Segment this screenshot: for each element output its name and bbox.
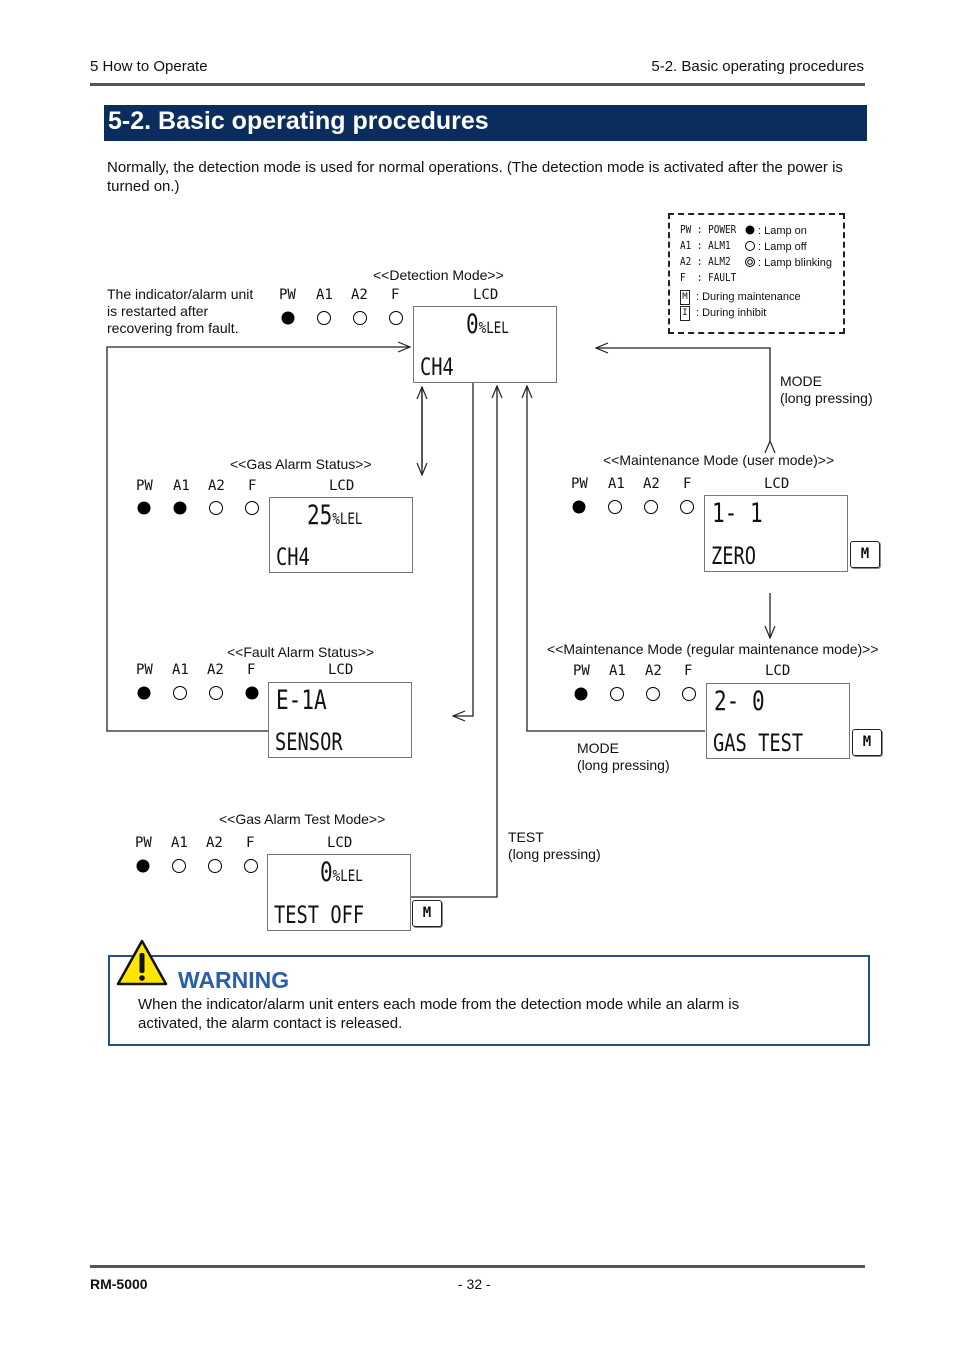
footer-model: RM-5000: [90, 1276, 148, 1292]
a2-lamp-icon: [647, 688, 660, 701]
legend-row-f: F : FAULT: [680, 271, 737, 284]
gas-alarm-lcd-label: LCD: [329, 478, 355, 494]
lcd-gas-name: CH4: [420, 353, 454, 381]
lamp-legend: [668, 213, 845, 334]
fault-alarm-lcd: [268, 682, 412, 758]
maint-user-title: <<Maintenance Mode (user mode)>>: [603, 452, 835, 468]
warning-box: [108, 955, 870, 1046]
warning-title: WARNING: [178, 967, 290, 993]
a1-lamp-icon: [174, 687, 187, 700]
a1-lamp-icon: [609, 501, 622, 514]
maintenance-indicator-icon: M: [852, 729, 882, 756]
legend-row-a1: A1 : ALM1: [680, 239, 731, 252]
fault-lamp-icon: [390, 312, 403, 325]
a2-lamp-icon: [210, 687, 223, 700]
legend-row-a2: A2 : ALM2: [680, 255, 731, 268]
gas-test-title: <<Gas Alarm Test Mode>>: [219, 811, 386, 827]
intro-paragraph: Normally, the detection mode is used for normal operations. (The detection mode is activated after the power is turned on.): [107, 159, 843, 195]
legend-state-on: : Lamp on: [758, 225, 807, 237]
section-title: 5-2. Basic operating procedures: [108, 107, 489, 135]
running-header-right: 5-2. Basic operating procedures: [651, 58, 864, 75]
lcd-menu-name: GAS TEST: [713, 729, 804, 757]
maint-user-lcd-label: LCD: [764, 476, 790, 492]
lcd-fault-name: SENSOR: [275, 728, 343, 756]
lcd-value: 25: [307, 500, 333, 531]
legend-lamp-symbols: [744, 224, 758, 270]
fault-lamp-icon: [683, 688, 696, 701]
mode-long-press-note-2: MODE (long pressing): [577, 740, 670, 773]
gas-alarm-lcd: [269, 497, 413, 573]
maint-regular-lcd-label: LCD: [765, 663, 791, 679]
lcd-menu-name: ZERO: [711, 542, 757, 570]
a1-lamp-icon: [173, 860, 186, 873]
legend-inhibit: : During inhibit: [696, 307, 767, 319]
maint-regular-lcd: [706, 683, 850, 759]
fault-alarm-lcd-label: LCD: [328, 662, 354, 678]
a2-lamp-icon: [209, 860, 222, 873]
lcd-unit: %LEL: [332, 509, 363, 528]
lcd-gas-name: CH4: [276, 543, 310, 571]
lamp-on-icon: [746, 226, 755, 235]
fault-lamp-icon: [681, 501, 694, 514]
gas-test-lcd-label: LCD: [327, 835, 353, 851]
fault-alarm-lamps: [136, 685, 260, 701]
lcd-value: E-1A: [276, 685, 327, 716]
lamp-off-icon: [746, 242, 755, 251]
legend-state-blink: : Lamp blinking: [758, 257, 832, 269]
pw-lamp-icon: [282, 312, 295, 325]
lcd-value: 0: [320, 857, 333, 888]
gas-alarm-title: <<Gas Alarm Status>>: [230, 456, 372, 472]
a1-lamp-icon: [318, 312, 331, 325]
warning-text: When the indicator/alarm unit enters each mode from the detection mode while an alarm is activated, the alarm contact is released.: [138, 996, 740, 1032]
lcd-menu-number: 2- 0: [714, 686, 765, 717]
fault-alarm-title: <<Fault Alarm Status>>: [227, 644, 375, 660]
gas-alarm-lamps: [136, 500, 260, 516]
maintenance-indicator-icon: M: [850, 541, 880, 568]
pw-lamp-icon: [575, 688, 588, 701]
a1-lamp-icon: [174, 502, 187, 515]
lcd-unit: %LEL: [332, 866, 363, 885]
detection-mode-title: <<Detection Mode>>: [373, 267, 504, 283]
mode-long-press-note-1: MODE (long pressing): [780, 373, 873, 406]
pw-lamp-icon: [138, 502, 151, 515]
maintenance-indicator-icon: M: [680, 290, 690, 305]
gas-test-lcd: [267, 854, 411, 931]
footer-rule: [90, 1265, 865, 1268]
detection-lcd: [413, 306, 557, 383]
fault-lamp-icon: [245, 860, 258, 873]
lcd-menu-number: 1- 1: [712, 498, 763, 529]
maint-user-lcd: [704, 495, 848, 572]
a2-lamp-icon: [354, 312, 367, 325]
a2-lamp-icon: [210, 502, 223, 515]
fault-lamp-icon: [246, 502, 259, 515]
page-number: - 32 -: [458, 1276, 491, 1292]
lamp-blinking-icon: [746, 258, 755, 267]
restart-note: The indicator/alarm unit is restarted after recovering from fault.: [107, 286, 254, 336]
warning-triangle-icon: [115, 938, 169, 988]
detection-lcd-label: LCD: [473, 287, 499, 303]
detection-lamps: [280, 310, 404, 326]
lcd-unit: %LEL: [478, 318, 509, 337]
a1-lamp-icon: [611, 688, 624, 701]
gas-test-lamps: [135, 858, 259, 874]
legend-state-off: : Lamp off: [758, 241, 807, 253]
fault-lamp-icon: [246, 687, 259, 700]
legend-maintenance: : During maintenance: [696, 291, 801, 303]
maint-user-lamps: [571, 499, 695, 515]
pw-lamp-icon: [137, 860, 150, 873]
test-long-press-note: TEST (long pressing): [508, 829, 601, 862]
pw-lamp-icon: [138, 687, 151, 700]
pw-lamp-icon: [573, 501, 586, 514]
running-header-left: 5 How to Operate: [90, 58, 208, 75]
a2-lamp-icon: [645, 501, 658, 514]
maintenance-indicator-icon: M: [412, 900, 442, 927]
inhibit-indicator-icon: I: [680, 306, 690, 321]
lcd-test-status: TEST OFF: [274, 901, 365, 929]
maint-regular-lamps: [573, 686, 697, 702]
lcd-value: 0: [466, 309, 479, 340]
maint-regular-title: <<Maintenance Mode (regular maintenance mode)>>: [547, 641, 879, 657]
legend-row-pw: PW : POWER: [680, 223, 737, 236]
